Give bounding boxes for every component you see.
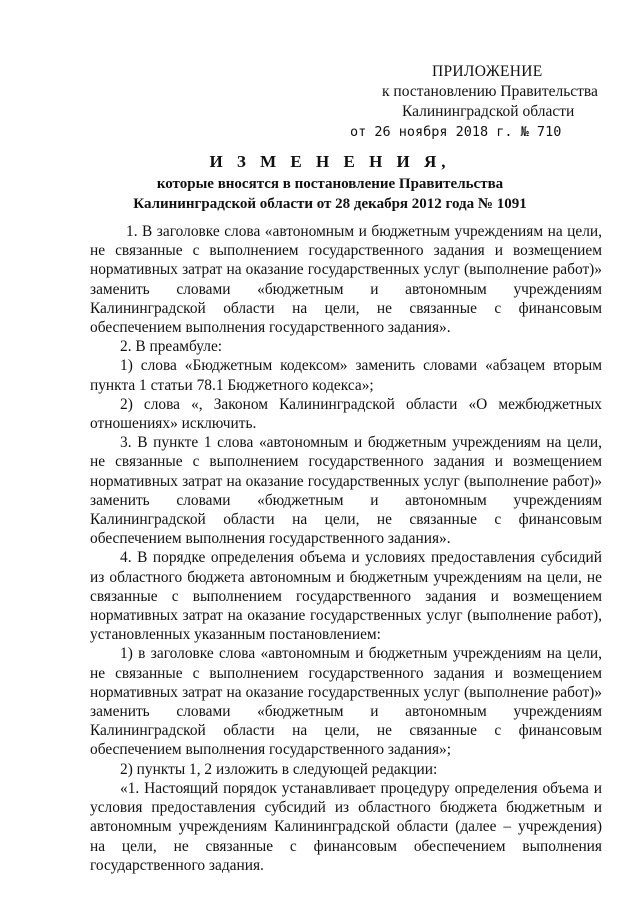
paragraph-2-1: 1) слова «Бюджетным кодексом» заменить словами «абзацем вторым пункта 1 статьи 78.1 Бюджетного кодекса»; [90,357,602,394]
paragraph-3: 3. В пункте 1 слова «автономным и бюджетным учреждениям на цели, не связанные с выполнением государственного задания и возмещением нормативных затрат на оказание государственных услуг (выполнение работ)» заменить словами «бюджетным и автономным учреждениям Калининградской области на цели, не связанные с финансовым обеспечением выполнения государственного задания». [90,434,602,548]
paragraph-4-2: 2) пункты 1, 2 изложить в следующей редакции: [120,760,438,778]
paragraph-4: 4. В порядке определения объема и условиях предоставления субсидий из областного бюджета автономным и бюджетным учреждениям на цели, не связанные с выполнением государственного задания и возмещением нормативных затрат на оказание государственных услуг (выполнение работ), установленных указанным постановлением: [90,549,602,644]
paragraph-2-2: 2) слова «, Законом Калининградской области «О межбюджетных отношениях» исключить. [90,395,602,433]
paragraph-4-1: 1) в заголовке слова «автономным и бюджетным учреждениям на цели, не связанные с выполнением государственного задания и возмещением нормативных затрат на оказание государственных услуг (выполнение работ)» заменить словами «бюджетным и автономным учреждениям Калининградской области на цели, не связанные с финансовым обеспечением выполнения государственного задания»; [90,645,602,759]
paragraph-1: 1. В заголовке слова «автономным и бюджетным учреждениям на цели, не связанные с выполнением государственного задания и возмещением нормативных затрат на оказание государственных услуг (выполнение работ)» заменить словами «бюджетным и автономным учреждениям Калининградской области на цели, не связанные с финансовым обеспечением выполнения государственного задания». [90,223,602,337]
appendix-title: ПРИЛОЖЕНИЕ [432,63,543,80]
heading-subtitle-line1: которые вносятся в постановление Правительства [156,176,504,192]
heading-subtitle-line2: Калининградской области от 28 декабря 2012 года № 1091 [133,196,527,212]
appendix-line-date: от 26 ноября 2018 г. № 710 [350,124,562,140]
document-body [90,222,602,875]
paragraph-2: 2. В преамбуле: [120,338,223,356]
appendix-line-decree: к постановлению Правительства [382,83,598,100]
document-heading [60,152,600,214]
heading-title: И З М Е Н Е Н И Я, [209,152,451,171]
appendix-block [340,62,610,142]
appendix-line-region: Калининградской области [402,103,575,120]
paragraph-quoted-1: «1. Настоящий порядок устанавливает процедуру определения объема и условия предоставления субсидий из областного бюджета бюджетным и автономным учреждениям Калининградской области (далее – учреждения) на цели, не связанные с финансовым обеспечением выполнения государственного задания. [90,779,602,874]
